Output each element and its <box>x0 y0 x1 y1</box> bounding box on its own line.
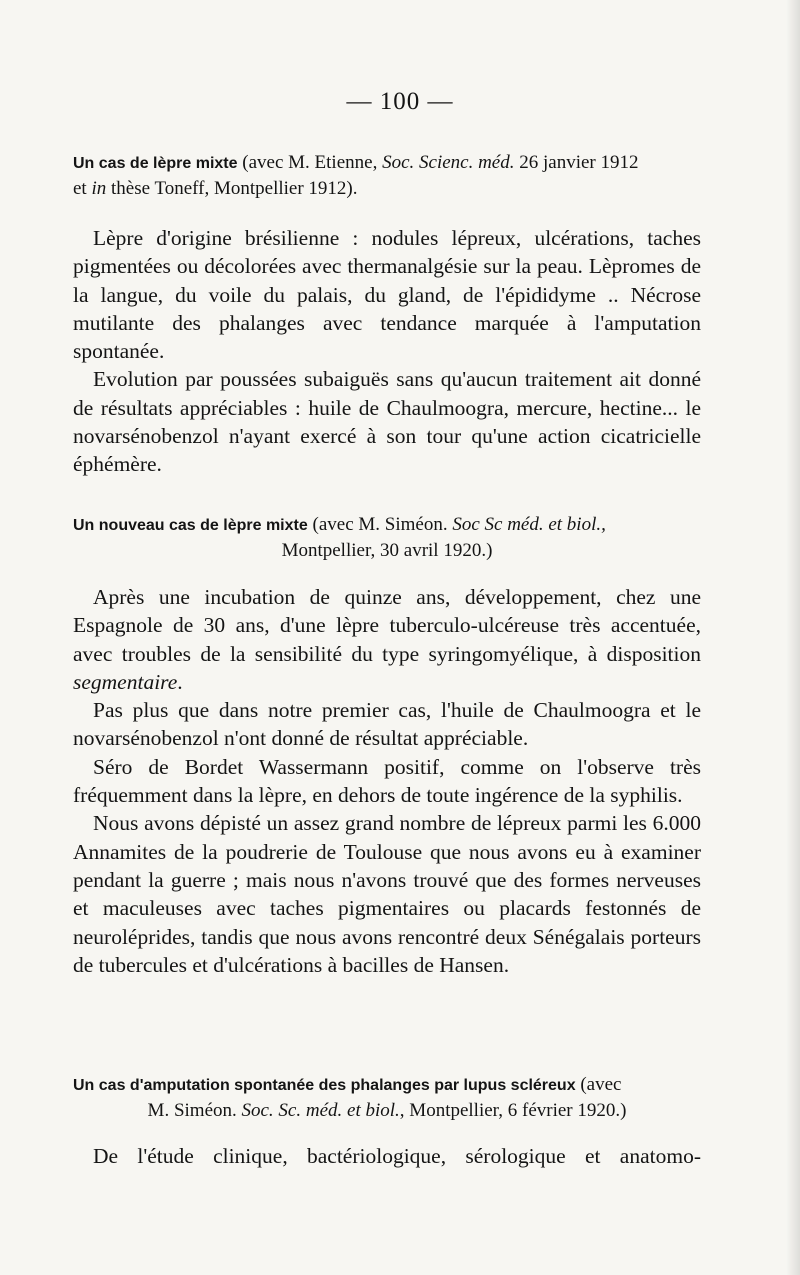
paragraph: Séro de Bordet Wassermann positif, comme on l'observe très fréquemment dans la lèpre, en dehors de toute ingérence de la syphilis. <box>73 754 701 808</box>
entry-body-2 <box>73 583 701 979</box>
entry-body-3 <box>73 1142 701 1170</box>
entry-heading-3: Un cas d'amputation spontanée des phalanges par lupus scléreux (avec M. Siméon. Soc. Sc. méd. et biol., Montpellier, 6 février 1920.) <box>73 1074 627 1121</box>
entry-heading-2: Un nouveau cas de lèpre mixte (avec M. Siméon. Soc Sc méd. et biol., Montpellier, 30 avril 1920.) <box>73 514 606 561</box>
entry-title: Un cas d'amputation spontanée des phalanges par lupus scléreux <box>73 1077 576 1094</box>
entry-title: Un nouveau cas de lèpre mixte <box>73 517 308 534</box>
entry-body-1 <box>73 224 701 479</box>
page-number: — 100 — <box>346 88 454 115</box>
paragraph: De l'étude clinique, bactériologique, sérologique et anatomo- <box>93 1144 701 1168</box>
paragraph: Evolution par poussées subaiguës sans qu'aucun traitement ait donné de résultats appréciables : huile de Chaulmoogra, mercure, hectine... le novarsénobenzol n'ayant exercé à son tour qu'une action cicatricielle éphémère. <box>73 367 701 477</box>
paragraph: Après une incubation de quinze ans, développement, chez une Espagnole de 30 ans, d'une lèpre tuberculo-ulcéreuse très accentuée, avec troubles de la sensibilité du type syringomyélique, à disposition segmentaire. <box>73 585 701 694</box>
entry-heading-1: Un cas de lèpre mixte (avec M. Etienne, Soc. Scienc. méd. 26 janvier 1912 et in thèse Toneff, Montpellier 1912). <box>73 152 639 199</box>
paragraph: Pas plus que dans notre premier cas, l'huile de Chaulmoogra et le novarsénobenzol n'ont donné de résultat appréciable. <box>73 698 701 751</box>
entry-title: Un cas de lèpre mixte <box>73 155 238 172</box>
paragraph: Lèpre d'origine brésilienne : nodules lépreux, ulcérations, taches pigmentées ou décolorées avec thermanalgésie sur la peau. Lèpromes de la langue, du voile du palais, du gland, de l'épididyme .. Nécrose mutilante des phalanges avec tendance marquée à l'amputation spontanée. <box>73 226 701 364</box>
paragraph: Nous avons dépisté un assez grand nombre de lépreux parmi les 6.000 Annamites de la poudrerie de Toulouse que nous avons eu à examiner pendant la guerre ; mais nous n'avons trouvé que des formes nerveuses et maculeuses avec taches pigmentaires ou placards festonnés de neuroléprides, tandis que nous avons rencontré deux Sénégalais porteurs de tubercules et d'ulcérations à bacilles de Hansen. <box>73 811 701 977</box>
page-edge-shadow <box>786 0 800 1275</box>
